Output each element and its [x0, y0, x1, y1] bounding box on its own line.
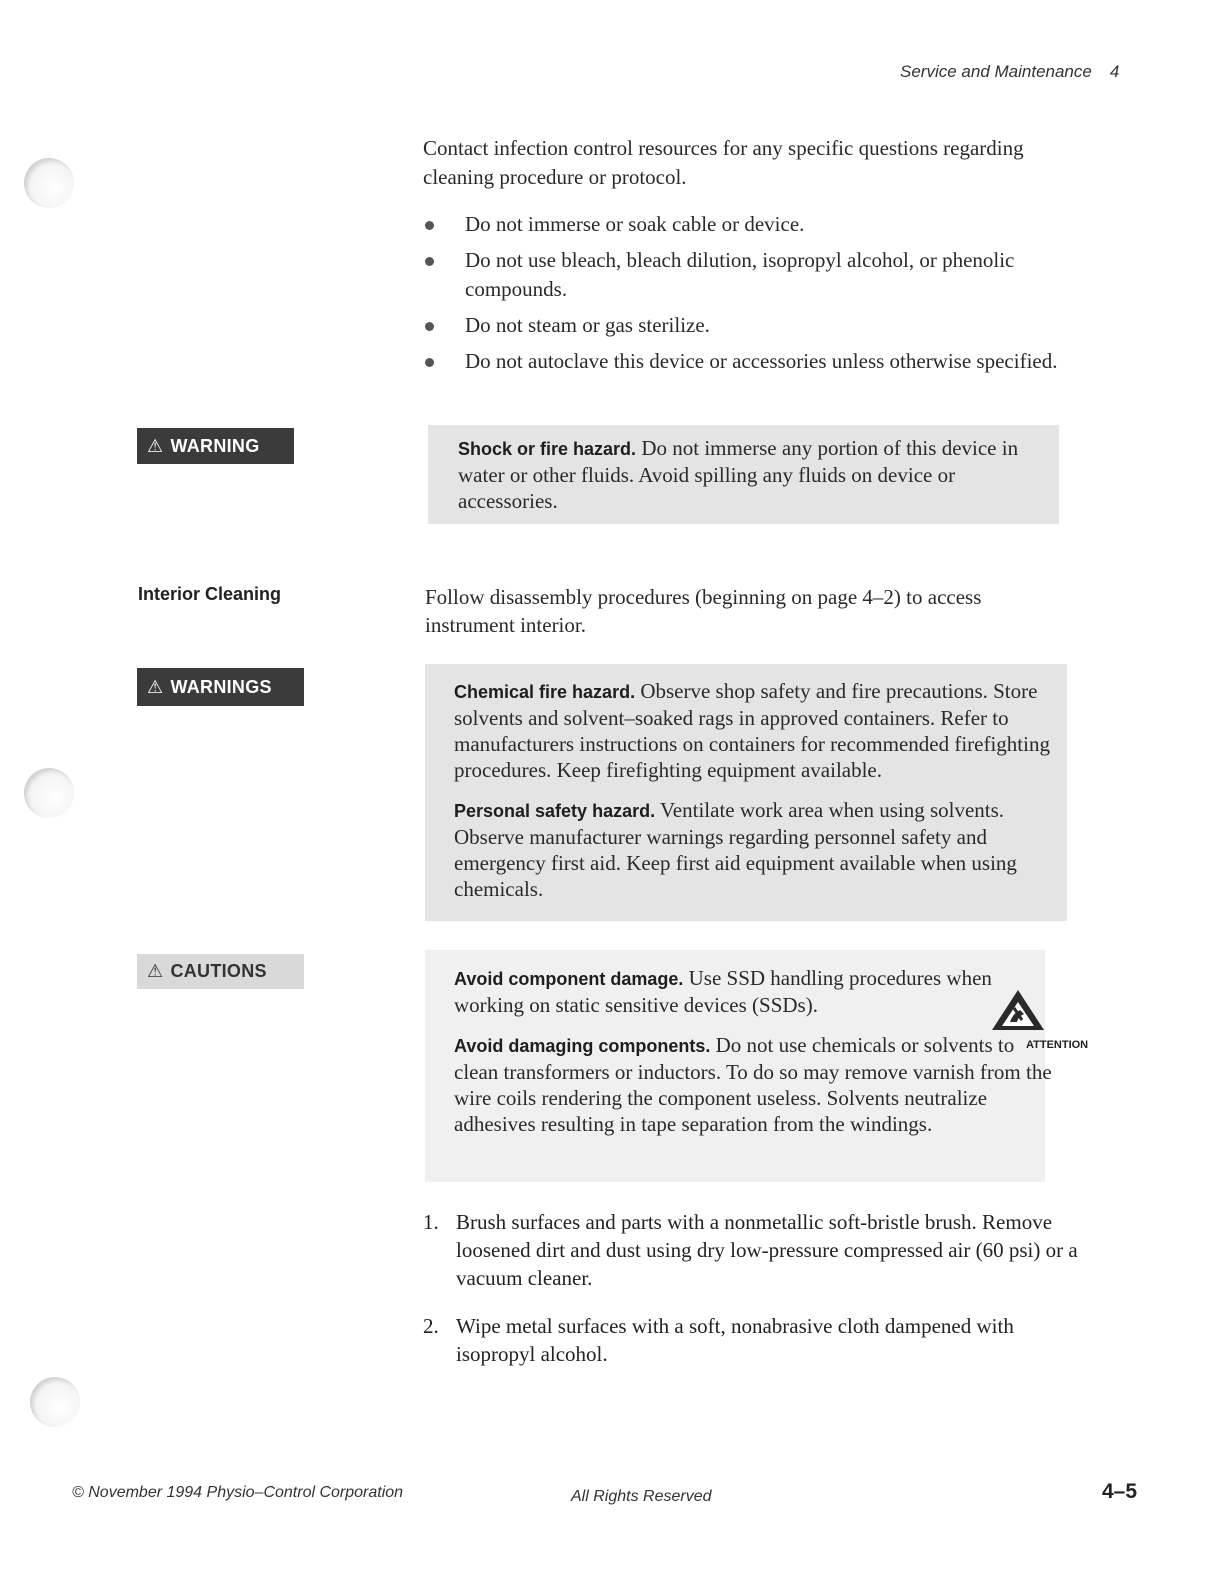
cautions-badge	[137, 954, 304, 989]
esd-hand-icon	[990, 988, 1046, 1032]
cautions-item-component-damage	[454, 965, 1054, 1018]
list-item	[423, 1208, 1083, 1292]
list-item	[423, 1312, 1083, 1368]
section-heading-interior-cleaning: Interior Cleaning	[138, 584, 282, 604]
cleaning-bullet-list	[425, 210, 1065, 383]
binder-hole-middle	[24, 768, 74, 818]
attention-label: ATTENTION	[1026, 1039, 1089, 1051]
binder-hole-top	[24, 158, 74, 208]
step-text: Brush surfaces and parts with a nonmetallic soft-bristle brush. Remove loosened dirt and dust using dry low-pressure compressed air (60 psi) or a vacuum cleaner.	[456, 1210, 1078, 1290]
cautions-lead: Avoid damaging components.	[454, 1036, 711, 1056]
header-chapter: 4	[1109, 62, 1120, 81]
warning-text	[458, 435, 1028, 514]
warnings-item-chemical	[454, 678, 1054, 783]
cautions-item-damaging-components	[454, 1032, 1054, 1137]
warnings-body: Ventilate work area when using solvents. Observe manufacturer warnings regarding personnel safety and emergency first aid. Keep first aid equipment available when using chemicals.	[454, 798, 1017, 901]
footer-rights: All Rights Reserved	[571, 1488, 712, 1505]
warnings-badge	[137, 668, 304, 706]
warning-triangle-icon: ⚠	[147, 676, 164, 697]
warnings-body: Observe shop safety and fire precautions. Store solvents and solvent–soaked rags in approved containers. Refer to manufacturers instructions on containers for recommended firefighting procedures. Keep firefighting equipment available.	[454, 679, 1050, 782]
warnings-lead: Personal safety hazard.	[454, 801, 656, 821]
list-item: Do not steam or gas sterilize.	[425, 311, 1065, 340]
warning-lead: Shock or fire hazard.	[458, 439, 637, 459]
interior-paragraph: Follow disassembly procedures (beginning on page 4–2) to access instrument interior.	[425, 585, 982, 637]
warnings-lead: Chemical fire hazard.	[454, 682, 636, 702]
list-item: Do not use bleach, bleach dilution, isopropyl alcohol, or phenolic compounds.	[425, 246, 1065, 304]
cautions-body: Use SSD handling procedures when working on static sensitive devices (SSDs).	[454, 966, 992, 1017]
intro-paragraph: Contact infection control resources for any specific questions regarding cleaning procedure or protocol.	[423, 136, 1024, 189]
warning-badge	[137, 428, 294, 464]
footer-copyright: © November 1994 Physio–Control Corporation	[72, 1484, 404, 1501]
step-text: Wipe metal surfaces with a soft, nonabrasive cloth dampened with isopropyl alcohol.	[456, 1314, 1014, 1366]
running-header	[900, 62, 1119, 82]
caution-triangle-icon: ⚠	[147, 961, 164, 981]
step-number: 1.	[423, 1210, 439, 1234]
warnings-badge-label: WARNINGS	[170, 676, 272, 697]
warning-body: Do not immerse any portion of this device in water or other fluids. Avoid spilling any fluids on device or accessories.	[458, 436, 1019, 513]
header-section: Service and Maintenance	[900, 62, 1092, 81]
esd-attention-symbol	[978, 988, 1089, 1051]
page-number: 4–5	[1102, 1480, 1138, 1503]
step-number: 2.	[423, 1314, 439, 1338]
cautions-body: Do not use chemicals or solvents to clean transformers or inductors. To do so may remove varnish from the wire coils rendering the component useless. Solvents neutralize adhesives resulting in tape separation from the windings.	[454, 1033, 1052, 1136]
list-item: Do not immerse or soak cable or device.	[425, 210, 1065, 239]
binder-hole-bottom	[30, 1377, 80, 1427]
list-item: Do not autoclave this device or accessories unless otherwise specified.	[425, 347, 1065, 376]
interior-cleaning-steps	[423, 1208, 1083, 1388]
cautions-lead: Avoid component damage.	[454, 969, 684, 989]
cautions-badge-label: CAUTIONS	[170, 961, 267, 981]
warnings-item-personal	[454, 797, 1054, 902]
warning-triangle-icon: ⚠	[147, 435, 164, 456]
warning-badge-label: WARNING	[170, 435, 260, 456]
